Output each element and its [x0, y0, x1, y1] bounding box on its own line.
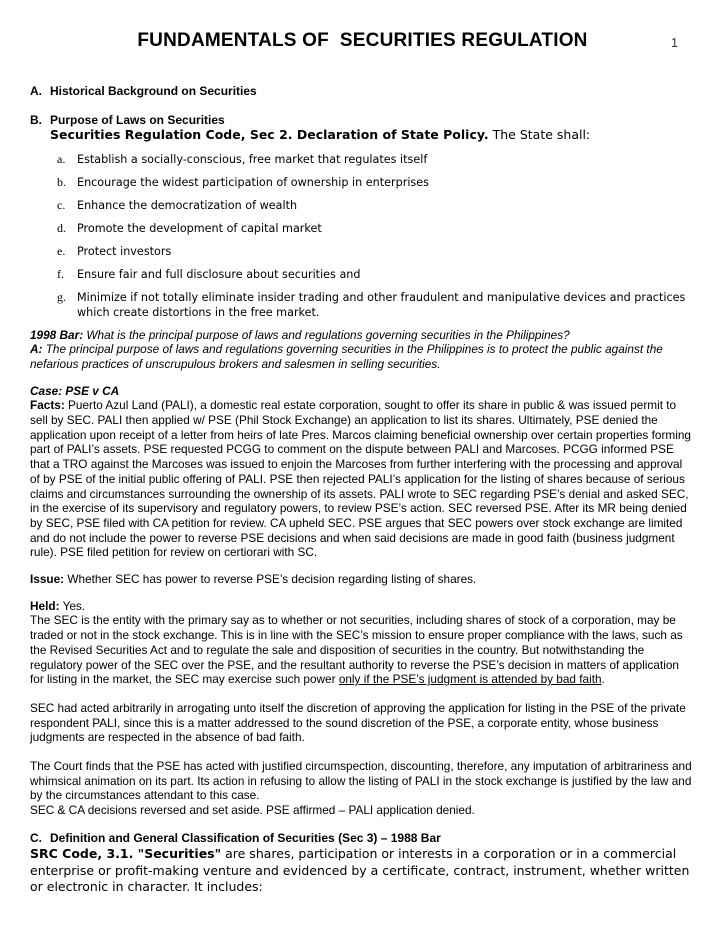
list-item-marker: f.: [57, 266, 64, 281]
case-facts-paragraph: [30, 398, 695, 560]
list-item-text: Enhance the democratization of wealth: [77, 198, 298, 212]
bar-answer-text: The principal purpose of laws and regulations governing securities in the Philippines is to protect the public against the nefarious practices of unscrupulous brokers and salesmen in selling securities.: [30, 342, 663, 371]
page-number: 1: [671, 36, 678, 50]
held-paragraph-3: [30, 759, 695, 818]
list-item-text: Minimize if not totally eliminate insider trading and other fraudulent and manipulative devices and practices which create distortions in the free market.: [77, 290, 686, 319]
list-item: [50, 221, 695, 236]
section-b-body: [50, 127, 695, 320]
section-a-heading-row: [30, 84, 695, 99]
list-item-text: Establish a socially-conscious, free market that regulates itself: [77, 152, 428, 166]
list-item-text: Encourage the widest participation of ownership in enterprises: [77, 175, 429, 189]
list-item-marker: g.: [57, 289, 66, 304]
held-paragraph-3-disposition: SEC & CA decisions reversed and set aside. PSE affirmed – PALI application denied.: [30, 803, 475, 818]
list-item-text: Promote the development of capital market: [77, 221, 322, 235]
issue-text: Whether SEC has power to reverse PSE’s decision regarding listing of shares.: [64, 572, 477, 587]
issue-label: Issue:: [30, 572, 65, 587]
facts-text: Puerto Azul Land (PALI), a domestic real estate corporation, sought to offer its share in public & was issued permit to sell by SEC. PALI then applied w/ PSE (Phil Stock Exchange) an application to list its shares. Ultimately, PSE denied the application upon receipt of a letter from heirs of late Pres. Marcos claiming beneficial ownership over certain properties forming part of PALI’s assets. PSE requested PCGG to comment on the dispute between PALI and Marcoses. PCGG informed PSE that a TRO against the Marcoses was issued to enjoin the Marcoses from further interfering with the processing and approval of by PSE of the initial public offering of PALI. PSE then rejected PALI’s application for the listing of shares because of serious claims and circumstances surrounding the ownership of its assets. PALI wrote to SEC regarding PSE’s denial and asked SEC, in the exercise of its supervisory and regulatory powers, to review PSE’s action. SEC reversed PSE. After its MR being denied by SEC, PSE filed with CA petition for review. CA upheld SEC. PSE argues that SEC powers over stock exchange are limited and do not include the power to reverse PSE decisions and when said decisions are made in good faith (business judgment rule). PSE filed petition for review on certiorari with SC.: [30, 398, 691, 560]
list-item-marker: b.: [57, 174, 66, 189]
held-paragraph-1-main: The SEC is the entity with the primary say as to whether or not securities, including shares of stock of a corporation, may be traded or not in the stock exchange. This is in line with the SEC’s mission to ensure proper compliance with the laws, such as the Revised Securities Act and to regulate the sale and disposition of securities in the country. But notwithstanding the regulatory power of the SEC over the PSE, and the resultant authority to reverse the PSE’s decision in matters of application for listing in the market, the SEC may exercise such power: [30, 613, 683, 687]
src-31-quote: [30, 846, 695, 896]
page-title: FUNDAMENTALS OF SECURITIES REGULATION: [137, 30, 588, 51]
list-item: [50, 244, 695, 259]
section-definition-of-securities: [30, 831, 695, 896]
section-c-heading-row: [30, 831, 695, 846]
src-sec2-quote: [50, 127, 695, 144]
section-purpose-of-laws: [30, 113, 695, 320]
section-c-marker: C.: [30, 830, 42, 845]
case-held-block: [30, 599, 695, 687]
held-paragraph-1: [30, 613, 695, 687]
section-c-heading: Definition and General Classification of Securities (Sec 3) – 1988 Bar: [50, 830, 441, 845]
bar-question-text: What is the principal purpose of laws and regulations governing securities in the Philippines?: [83, 327, 570, 342]
list-item-marker: d.: [57, 220, 66, 235]
src-31-quote-rest: are shares, participation or interests in a corporation or in a commercial enterprise or profit-making venture and evidenced by a certificate, contract, instrument, whether written or electronic in character. It includes:: [30, 846, 690, 895]
held-paragraph-2: SEC had acted arbitrarily in arrogating unto itself the discretion of approving the application for listing in the PSE of the private respondent PALI, since this is a matter addressed to the sound discretion of the PSE, a corporate entity, whose business judgments are respected in the absence of bad faith.: [30, 700, 686, 745]
held-label-line: [30, 599, 695, 614]
list-item: [50, 175, 695, 190]
src-sec2-quote-rest: The State shall:: [488, 127, 591, 142]
case-title: Case: PSE v CA: [30, 383, 120, 398]
state-policy-list: [50, 152, 695, 320]
case-block: [30, 384, 695, 560]
bar-answer-line: [30, 342, 695, 371]
section-historical-background: [30, 84, 695, 99]
bar-question-label: 1998 Bar:: [30, 327, 84, 342]
list-item-marker: e.: [57, 243, 66, 258]
case-issue-paragraph: [30, 572, 695, 587]
list-item-text: Ensure fair and full disclosure about securities and: [77, 267, 361, 281]
held-paragraph-3-main: The Court finds that the PSE has acted with justified circumspection, discounting, therefore, any imputation of arbitrariness and whimsical animation on its part. Its action in refusing to allow the listing of PALI in the stock exchange is justified by the law and by the circumstances attendant to this case.: [30, 759, 692, 803]
section-a-marker: A.: [30, 84, 42, 98]
list-item: [50, 152, 695, 167]
list-item: [50, 267, 695, 282]
section-b-marker: B.: [30, 112, 42, 127]
src-31-quote-bold: SRC Code, 3.1. "Securities": [30, 846, 222, 862]
held-paragraph-1-end: .: [601, 672, 605, 687]
section-b-heading-row: [30, 113, 695, 128]
list-item-marker: a.: [57, 151, 66, 166]
held-paragraph-1-underlined: only if the PSE’s judgment is attended by bad faith: [338, 672, 602, 687]
src-sec2-quote-bold: Securities Regulation Code, Sec 2. Declaration of State Policy.: [50, 127, 489, 142]
section-a-heading: Historical Background on Securities: [50, 84, 257, 98]
list-item: [50, 198, 695, 213]
bar-answer-label: A:: [30, 342, 43, 357]
list-item-marker: c.: [57, 197, 66, 212]
section-b-heading: Purpose of Laws on Securities: [50, 112, 225, 127]
bar-question-line: [30, 328, 695, 343]
bar-question-1998: [30, 328, 695, 372]
facts-label: Facts:: [30, 398, 65, 413]
list-item-text: Protect investors: [77, 244, 172, 258]
held-label: Held:: [30, 598, 60, 613]
list-item: [50, 290, 695, 320]
held-text: Yes.: [59, 598, 86, 613]
